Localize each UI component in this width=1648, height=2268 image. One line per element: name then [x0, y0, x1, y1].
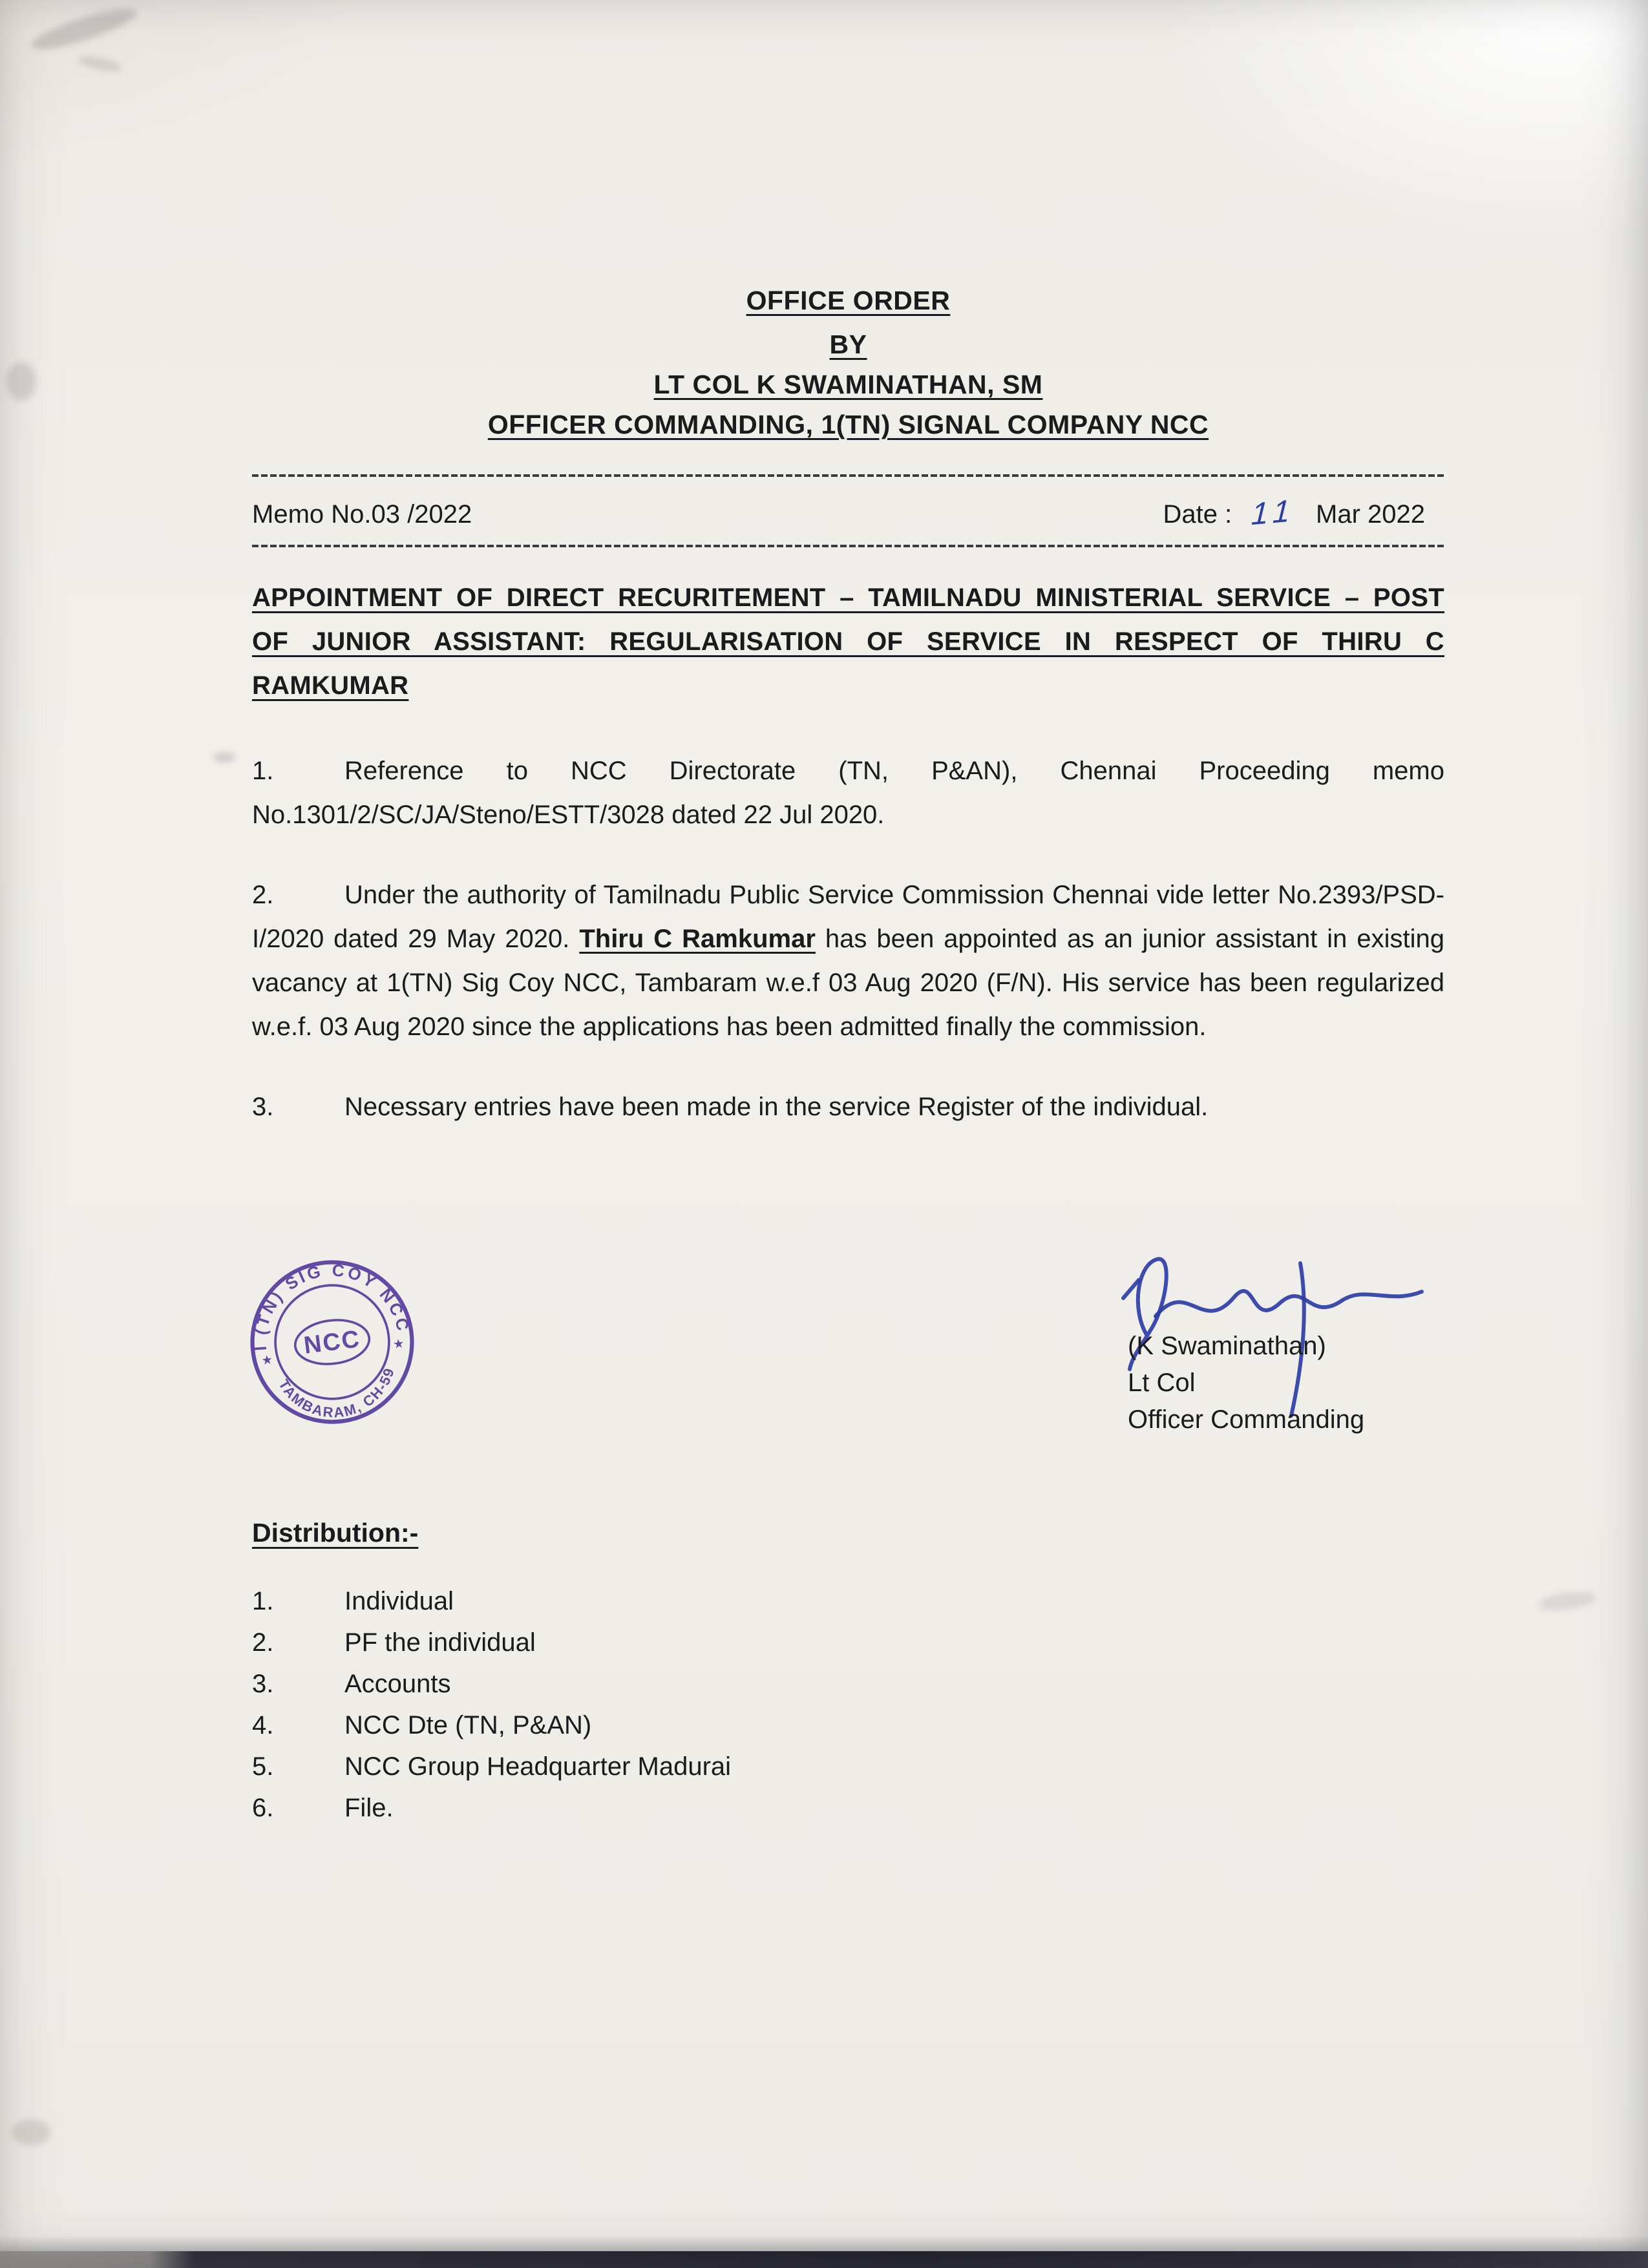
stamp-center-text: NCC — [302, 1325, 363, 1359]
scan-artifact — [77, 54, 123, 74]
item-label: Accounts — [344, 1670, 451, 1698]
item-number: 1. — [252, 1587, 274, 1615]
ncc-round-stamp — [234, 1244, 430, 1440]
date-group — [1163, 495, 1425, 530]
issuing-officer-name: LT COL K SWAMINATHAN, SM — [653, 370, 1043, 399]
stamp-star-right-icon: ★ — [393, 1337, 405, 1351]
paragraph-2-text-after: has been appointed as an junior assistant in existing vacancy at 1(TN) Sig Coy NCC, Tambaram w.e.f 03 Aug 2020 (F/N). His service has been regularized w.e.f. 03 Aug 2020 since the applications has been admitted finally the commission. — [252, 925, 1445, 1041]
ncc-stamp-graphic — [234, 1244, 430, 1440]
signatory-rank: Lt Col — [1128, 1369, 1196, 1397]
item-label: NCC Dte (TN, P&AN) — [344, 1711, 592, 1739]
item-label: File. — [344, 1794, 394, 1822]
paragraph-3-text: Necessary entries have been made in the service Register of the individual. — [344, 1093, 1209, 1121]
list-item — [252, 1580, 1444, 1622]
paragraph-2 — [252, 873, 1444, 1049]
item-number: 5. — [252, 1752, 274, 1781]
signatory-designation: Officer Commanding — [1128, 1405, 1365, 1434]
list-item — [252, 1705, 1444, 1746]
document-header — [252, 284, 1444, 441]
distribution-list — [252, 1580, 1444, 1829]
stamp-bottom-arc-text: TAMBARAM, CH-59 — [275, 1365, 398, 1421]
paragraph-3 — [252, 1085, 1444, 1129]
paragraph-3-number: 3. — [252, 1093, 274, 1121]
issuing-officer-designation: OFFICER COMMANDING, 1(TN) SIGNAL COMPANY NCC — [487, 410, 1209, 439]
date-label: Date : — [1163, 500, 1232, 529]
paragraph-2-number: 2. — [252, 881, 274, 909]
list-item — [252, 1746, 1444, 1787]
stamp-and-signature-row — [252, 1258, 1444, 1458]
header-by-line: BY — [829, 330, 867, 359]
item-number: 2. — [252, 1628, 274, 1657]
list-item — [252, 1663, 1444, 1705]
list-item — [252, 1787, 1444, 1829]
memo-date-row — [252, 495, 1444, 530]
stamp-star-left-icon: ★ — [261, 1353, 273, 1367]
item-label: Individual — [344, 1587, 454, 1615]
appointee-name-emphasis: Thiru C Ramkumar — [579, 925, 816, 953]
scan-bottom-edge — [0, 2251, 1648, 2268]
scan-artifact — [6, 362, 36, 401]
scan-artifact — [1537, 1589, 1598, 1613]
scan-bottom-shadow — [0, 2236, 1648, 2252]
paragraph-1 — [252, 749, 1444, 837]
paragraph-2-text-before: Under the authority of Tamilnadu Public Service Commission Chennai vide letter No.2393/PSD-I/2020 dated 29 May 2020. — [252, 881, 1444, 953]
dashed-separator-bottom — [252, 545, 1444, 547]
scan-artifact — [28, 2, 140, 57]
signatory-name: (K Swaminathan) — [1128, 1332, 1326, 1360]
list-item — [252, 1622, 1444, 1663]
item-number: 6. — [252, 1794, 274, 1822]
paragraph-1-text: Reference to NCC Directorate (TN, P&AN), Chennai Proceeding memo No.1301/2/SC/JA/Steno/ESTT/3028 dated 22 Jul 2020. — [252, 757, 1444, 829]
date-month-year: Mar 2022 — [1316, 500, 1425, 529]
handwritten-date-day: 11 — [1250, 493, 1298, 532]
dashed-separator-top — [252, 474, 1444, 477]
paragraph-1-number: 1. — [252, 757, 274, 785]
svg-text:TAMBARAM, CH-59 — [275, 1363, 403, 1427]
scan-artifact — [213, 753, 235, 762]
scan-artifact — [12, 2119, 50, 2145]
office-order-title: OFFICE ORDER — [746, 286, 951, 315]
signature-block — [1128, 1328, 1364, 1438]
item-number: 3. — [252, 1670, 274, 1698]
stamp-top-arc-text: I (TN) SIG COY NCC — [250, 1260, 414, 1352]
distribution-heading: Distribution:- — [252, 1518, 419, 1548]
document-content — [252, 284, 1444, 1829]
subject-heading: APPOINTMENT OF DIRECT RECURITEMENT – TAMILNADU MINISTERIAL SERVICE – POST OF JUNIOR ASSISTANT: REGULARISATION OF SERVICE IN RESPECT OF THIRU C RAMKUMAR — [252, 583, 1444, 700]
item-number: 4. — [252, 1711, 274, 1739]
item-label: NCC Group Headquarter Madurai — [344, 1752, 732, 1781]
item-label: PF the individual — [344, 1628, 536, 1657]
memo-number: Memo No.03 /2022 — [252, 500, 472, 529]
